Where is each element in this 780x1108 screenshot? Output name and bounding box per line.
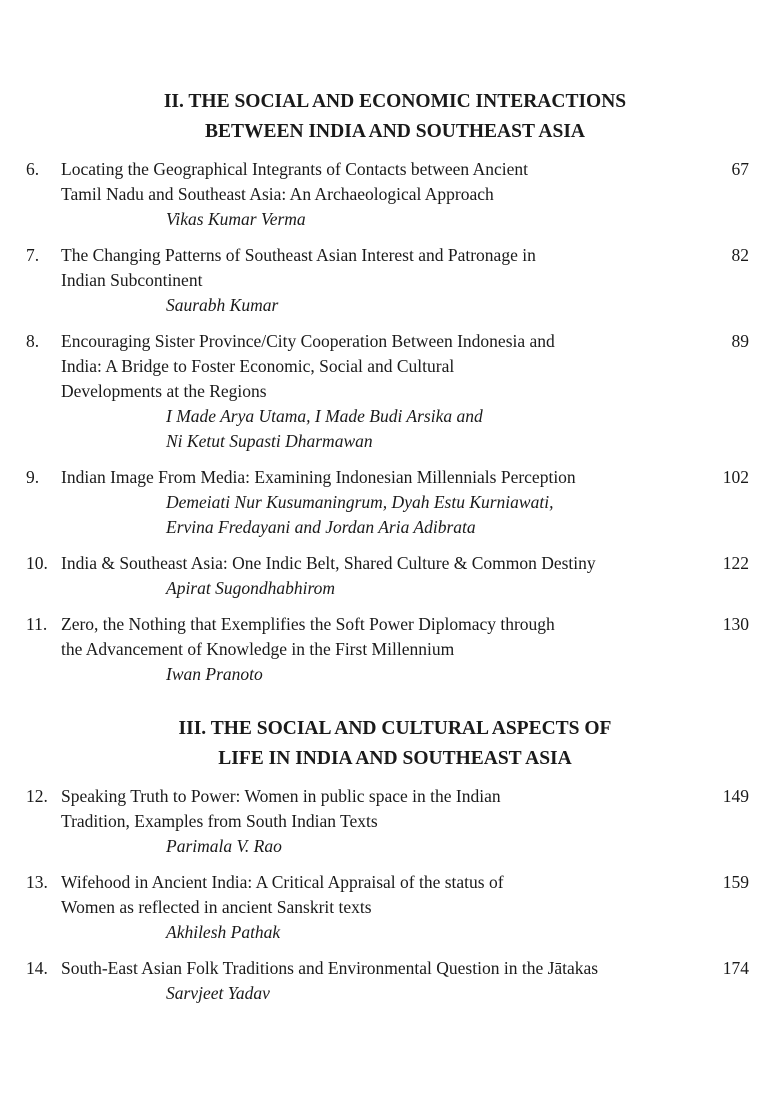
- chapter-number: 9.: [26, 467, 40, 487]
- chapter-author: Vikas Kumar Verma: [166, 209, 306, 229]
- chapter-title-line: Indian Image From Media: Examining Indonesian Millennials Perception: [61, 467, 576, 487]
- chapter-title-line: Zero, the Nothing that Exemplifies the Soft Power Diplomacy through: [61, 614, 555, 634]
- section-heading-line: II. THE SOCIAL AND ECONOMIC INTERACTIONS: [163, 91, 627, 112]
- toc-entry: [0, 870, 780, 945]
- chapter-title-line: South-East Asian Folk Traditions and Environmental Question in the Jātakas: [61, 958, 599, 978]
- chapter-number: 7.: [26, 245, 40, 265]
- chapter-title-line: Wifehood in Ancient India: A Critical Appraisal of the status of: [61, 872, 504, 892]
- chapter-number: 6.: [26, 159, 40, 179]
- toc-entry: [0, 243, 780, 318]
- page-number: 82: [731, 245, 749, 265]
- chapter-author: Ni Ketut Supasti Dharmawan: [166, 431, 373, 451]
- chapter-title-line: India & Southeast Asia: One Indic Belt, Shared Culture & Common Destiny: [61, 553, 596, 573]
- chapter-author: Iwan Pranoto: [166, 664, 263, 684]
- chapter-title-line: Encouraging Sister Province/City Cooperation Between Indonesia and: [61, 331, 555, 351]
- chapter-title-line: Women as reflected in ancient Sanskrit texts: [61, 897, 372, 917]
- toc-entry: [0, 465, 780, 540]
- chapter-number: 10.: [26, 553, 48, 573]
- chapter-number: 13.: [26, 872, 48, 892]
- chapter-author: Ervina Fredayani and Jordan Aria Adibrata: [166, 517, 476, 537]
- page-number: 102: [722, 467, 749, 487]
- page-number: 89: [731, 331, 749, 351]
- table-of-contents: [0, 87, 780, 1006]
- chapter-author: Sarvjeet Yadav: [166, 983, 270, 1003]
- page-number: 122: [722, 553, 749, 573]
- chapter-author: Akhilesh Pathak: [166, 922, 281, 942]
- toc-entry: [0, 329, 780, 454]
- toc-entry: [0, 157, 780, 232]
- chapter-author: Demeiati Nur Kusumaningrum, Dyah Estu Kurniawati,: [166, 492, 554, 512]
- page-number: 130: [722, 614, 749, 634]
- chapter-number: 12.: [26, 786, 48, 806]
- chapter-title-line: Developments at the Regions: [61, 381, 267, 401]
- section-heading-line: BETWEEN INDIA AND SOUTHEAST ASIA: [204, 121, 585, 142]
- chapter-title-line: India: A Bridge to Foster Economic, Social and Cultural: [61, 356, 455, 376]
- chapter-title-line: Indian Subcontinent: [61, 270, 203, 290]
- section-heading: [10, 714, 780, 774]
- toc-entry: [0, 956, 780, 1006]
- chapter-title-line: Tamil Nadu and Southeast Asia: An Archaeological Approach: [61, 184, 494, 204]
- chapter-number: 11.: [26, 614, 48, 634]
- toc-entry: [0, 551, 780, 601]
- page-number: 174: [722, 958, 749, 978]
- chapter-title-line: Speaking Truth to Power: Women in public space in the Indian: [61, 786, 501, 806]
- section-heading-line: LIFE IN INDIA AND SOUTHEAST ASIA: [218, 748, 572, 769]
- page-number: 159: [722, 872, 749, 892]
- chapter-author: Saurabh Kumar: [166, 295, 279, 315]
- chapter-author: I Made Arya Utama, I Made Budi Arsika and: [166, 406, 483, 426]
- chapter-author: Apirat Sugondhabhirom: [166, 578, 336, 598]
- toc-entry: [0, 612, 780, 687]
- chapter-title-line: Tradition, Examples from South Indian Texts: [61, 811, 378, 831]
- page-number: 149: [722, 786, 749, 806]
- chapter-title-line: Locating the Geographical Integrants of Contacts between Ancient: [61, 159, 528, 179]
- chapter-number: 8.: [26, 331, 40, 351]
- chapter-author: Parimala V. Rao: [166, 836, 282, 856]
- chapter-number: 14.: [26, 958, 48, 978]
- page-number: 67: [731, 159, 749, 179]
- chapter-title-line: the Advancement of Knowledge in the First Millennium: [61, 639, 455, 659]
- section-heading-line: III. THE SOCIAL AND CULTURAL ASPECTS OF: [178, 718, 612, 739]
- chapter-title-line: The Changing Patterns of Southeast Asian Interest and Patronage in: [61, 245, 536, 265]
- toc-entry: [0, 784, 780, 859]
- section-heading: [10, 87, 780, 147]
